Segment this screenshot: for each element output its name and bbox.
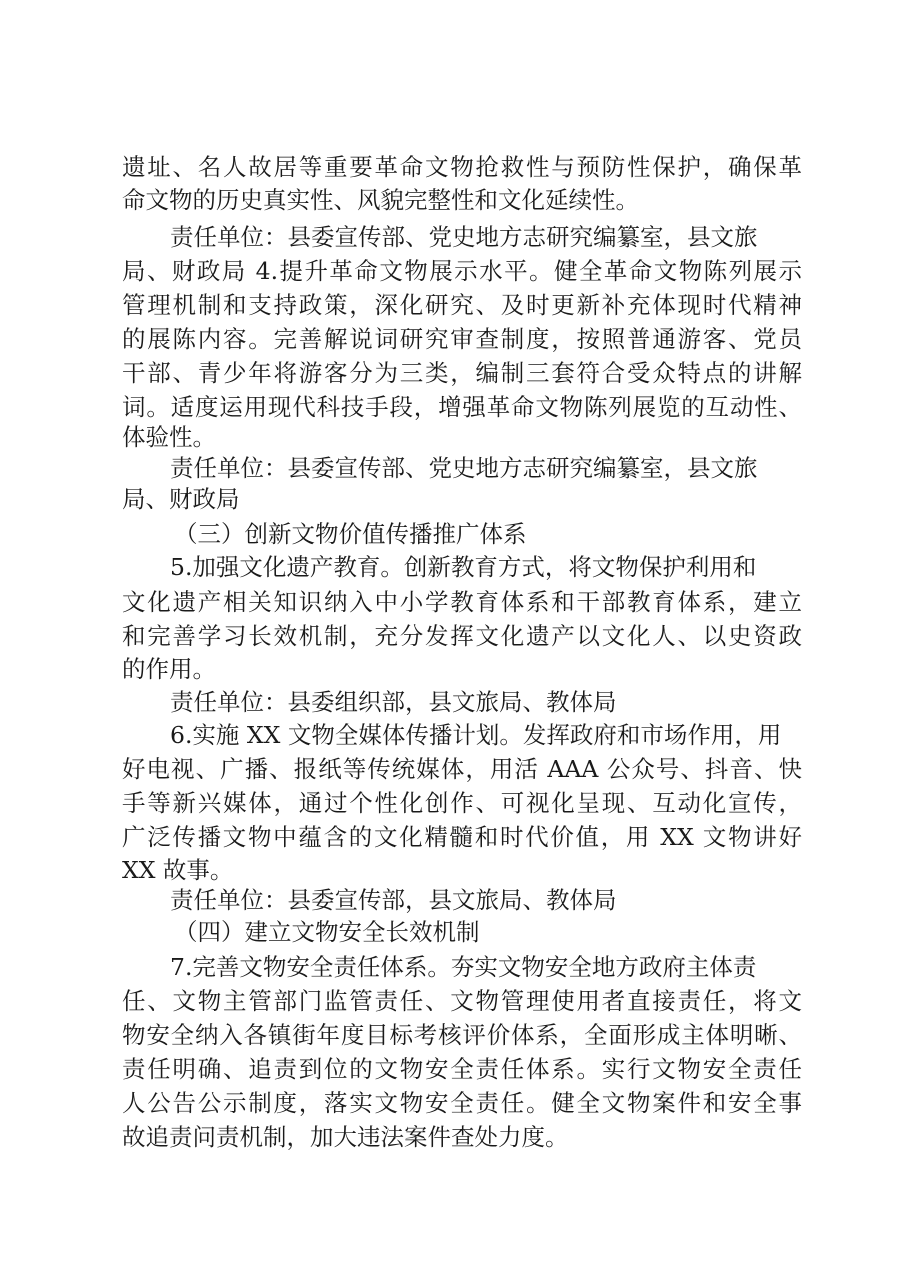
text-line: 人公告公示制度，落实文物安全责任。健全文物案件和安全事 (122, 1089, 802, 1117)
text-line: 手等新兴媒体，通过个性化创作、可视化呈现、互动化宣传， (122, 789, 802, 817)
text-line: 7.完善文物安全责任体系。夯实文物安全地方政府主体责 (170, 953, 757, 981)
text-line: 6.实施 XX 文物全媒体传播计划。发挥政府和市场作用，用 (170, 721, 782, 749)
text-line: 故追责问责机制，加大违法案件查处力度。 (122, 1123, 569, 1151)
text-line: 的展陈内容。完善解说词研究审查制度，按照普通游客、党员 (122, 325, 802, 353)
text-line: 责任单位：县委宣传部，县文旅局、教体局 (170, 886, 617, 914)
text-line: 责任单位：县委宣传部、党史地方志研究编纂室，县文旅 (170, 454, 758, 482)
text-line: 任、文物主管部门监管责任、文物管理使用者直接责任，将文 (122, 987, 802, 1015)
text-line: 广泛传播文物中蕴含的文化精髓和时代价值，用 XX 文物讲好 (122, 823, 802, 851)
text-line: 局、财政局 (122, 485, 240, 513)
text-line: 命文物的历史真实性、风貌完整性和文化延续性。 (122, 186, 639, 214)
text-line: 词。适度运用现代科技手段，增强革命文物陈列展览的互动性、 (122, 393, 802, 421)
text-line: 责任明确、追责到位的文物安全责任体系。实行文物安全责任 (122, 1055, 802, 1083)
text-line: 好电视、广播、报纸等传统媒体，用活 AAA 公众号、抖音、快 (122, 755, 802, 783)
text-line: 和完善学习长效机制，充分发挥文化遗产以文化人、以史资政 (122, 622, 802, 650)
text-line: 局、财政局 4.提升革命文物展示水平。健全革命文物陈列展示 (122, 257, 802, 285)
text-line: 管理机制和支持政策，深化研究、及时更新补充体现时代精神 (122, 291, 802, 319)
text-line: 物安全纳入各镇街年度目标考核评价体系，全面形成主体明晰、 (122, 1021, 802, 1049)
text-line: 干部、青少年将游客分为三类，编制三套符合受众特点的讲解 (122, 359, 802, 387)
text-line: 责任单位：县委宣传部、党史地方志研究编纂室，县文旅 (170, 223, 758, 251)
text-line: 体验性。 (122, 423, 216, 451)
text-line: 的作用。 (122, 655, 216, 683)
text-line: 文化遗产相关知识纳入中小学教育体系和干部教育体系，建立 (122, 588, 802, 616)
text-line: XX 故事。 (122, 856, 234, 884)
section-heading: （三）创新文物价值传播推广体系 (174, 520, 527, 548)
text-line: 责任单位：县委组织部，县文旅局、教体局 (170, 688, 617, 716)
text-line: 5.加强文化遗产教育。创新教育方式，将文物保护利用和 (170, 553, 757, 581)
text-line: 遗址、名人故居等重要革命文物抢救性与预防性保护，确保革 (122, 153, 802, 181)
section-heading: （四）建立文物安全长效机制 (174, 918, 480, 946)
